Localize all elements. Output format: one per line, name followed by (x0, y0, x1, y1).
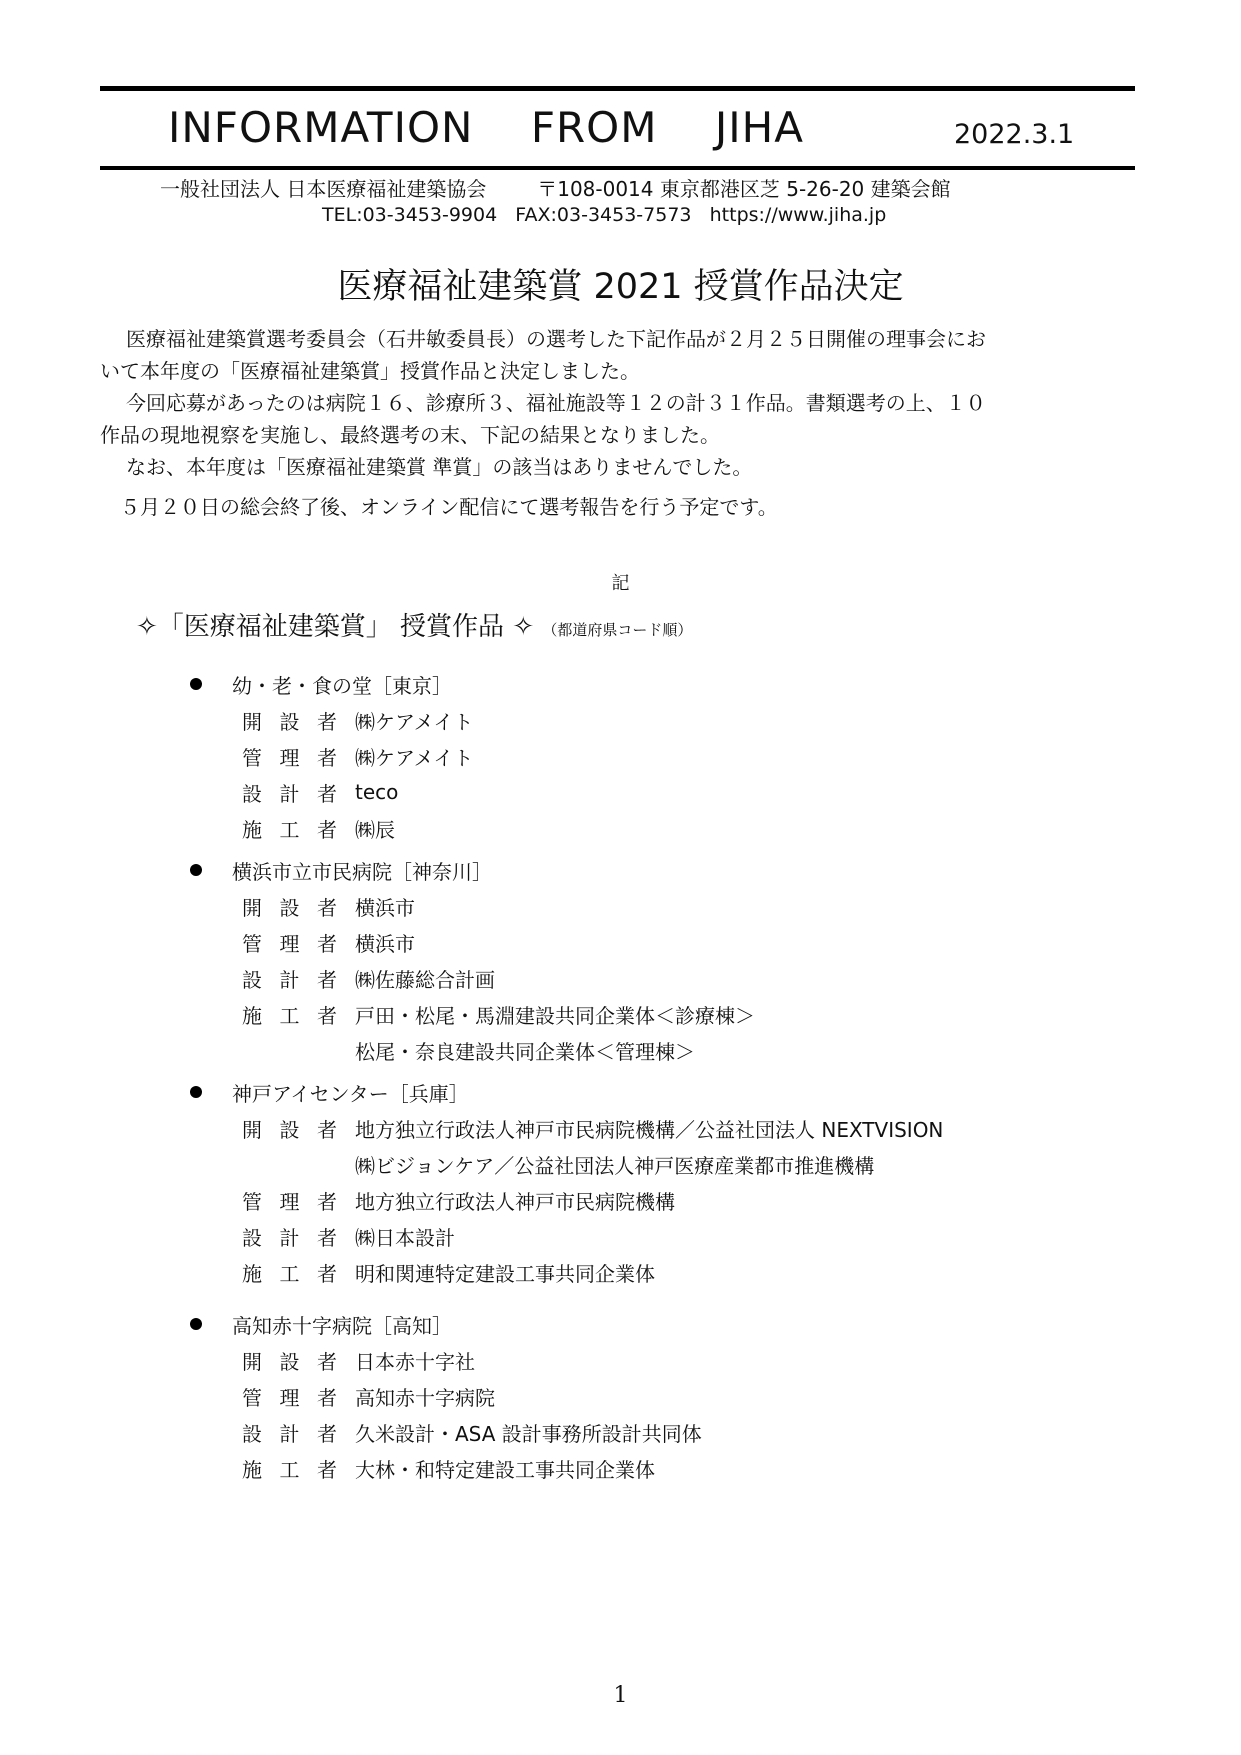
intro-body (100, 323, 1130, 523)
role-value: ㈱ケアメイト (355, 745, 474, 770)
role-label: 開 設 者 (242, 1117, 337, 1142)
role-owner (190, 888, 1090, 924)
intro-paragraph-1b: いて本年度の「医療福祉建築賞」授賞作品と決定しました。 (100, 359, 640, 383)
role-value: 地方独立行政法人神戸市民病院機構 (355, 1189, 675, 1214)
role-value: 日本赤十字社 (355, 1349, 475, 1374)
role-label: 開 設 者 (242, 1349, 337, 1374)
entry-title: 横浜市立市民病院［神奈川］ (232, 859, 492, 884)
role-label: 施 工 者 (242, 1003, 337, 1028)
award-heading-note: （都道府県コード順） (542, 621, 693, 639)
role-owner-continued (190, 1146, 1090, 1182)
award-entry (190, 852, 1090, 1068)
masthead-bottom-rule (100, 166, 1135, 170)
role-label: 管 理 者 (242, 745, 337, 770)
role-label: 設 計 者 (242, 1421, 337, 1446)
intro-paragraph-2a: 今回応募があったのは病院１６、診療所３、福祉施設等１２の計３１作品。書類選考の上、１０ (126, 391, 986, 415)
role-label: 施 工 者 (242, 1457, 337, 1482)
entry-title: 神戸アイセンター［兵庫］ (232, 1081, 469, 1106)
role-label: 管 理 者 (242, 1385, 337, 1410)
role-value: 松尾・奈良建設共同企業体＜管理棟＞ (355, 1039, 695, 1064)
role-value: 戸田・松尾・馬淵建設共同企業体＜診療棟＞ (355, 1003, 755, 1028)
role-label: 施 工 者 (242, 1261, 337, 1286)
role-manager (190, 924, 1090, 960)
role-value: ㈱辰 (355, 817, 395, 842)
masthead-date: 2022.3.1 (954, 119, 1075, 150)
award-entry (190, 1074, 1090, 1290)
role-builder (190, 810, 1090, 846)
role-value: 明和関連特定建設工事共同企業体 (355, 1261, 655, 1286)
role-label: 設 計 者 (242, 1225, 337, 1250)
role-label: 管 理 者 (242, 1189, 337, 1214)
bullet-icon (190, 864, 202, 876)
ki-mark: 記 (611, 573, 630, 594)
bullet-icon (190, 1086, 202, 1098)
intro-paragraph-4: ５月２０日の総会終了後、オンライン配信にて選考報告を行う予定です。 (120, 495, 778, 519)
award-heading (136, 606, 692, 643)
masthead-title: INFORMATION FROM JIHA (168, 103, 804, 152)
award-entries (190, 666, 1090, 1492)
role-value: ㈱ケアメイト (355, 709, 474, 734)
role-label: 設 計 者 (242, 781, 337, 806)
role-value: 横浜市 (355, 931, 415, 956)
award-entry (190, 666, 1090, 846)
role-value: ㈱ビジョンケア／公益社団法人神戸医療産業都市推進機構 (355, 1153, 875, 1178)
role-designer (190, 1218, 1090, 1254)
role-value: ㈱佐藤総合計画 (355, 967, 495, 992)
organization-contact: TEL:03-3453-9904 FAX:03-3453-7573 https://www.jiha.jp (322, 204, 887, 226)
role-manager (190, 738, 1090, 774)
bullet-icon (190, 1318, 202, 1330)
role-designer (190, 960, 1090, 996)
role-owner (190, 1110, 1090, 1146)
masthead-top-rule (100, 86, 1135, 91)
entry-title: 幼・老・食の堂［東京］ (232, 673, 452, 698)
role-manager (190, 1182, 1090, 1218)
bullet-icon (190, 678, 202, 690)
role-value: teco (355, 780, 399, 804)
role-value: 久米設計・ASA 設計事務所設計共同体 (355, 1421, 702, 1446)
role-owner (190, 1342, 1090, 1378)
role-label: 施 工 者 (242, 817, 337, 842)
page-number: 1 (613, 1683, 628, 1708)
organization-address: 一般社団法人 日本医療福祉建築協会 〒108-0014 東京都港区芝 5-26-20 建築会館 (160, 177, 951, 201)
role-label: 開 設 者 (242, 709, 337, 734)
role-builder (190, 1254, 1090, 1290)
role-value: 地方独立行政法人神戸市民病院機構／公益社団法人 NEXTVISION (355, 1117, 944, 1142)
role-owner (190, 702, 1090, 738)
intro-paragraph-1a: 医療福祉建築賞選考委員会（石井敏委員長）の選考した下記作品が２月２５日開催の理事会にお (126, 327, 986, 351)
role-designer (190, 774, 1090, 810)
role-builder (190, 1450, 1090, 1486)
role-designer (190, 1414, 1090, 1450)
intro-paragraph-2b: 作品の現地視察を実施し、最終選考の末、下記の結果となりました。 (100, 423, 720, 447)
intro-paragraph-3: なお、本年度は「医療福祉建築賞 準賞」の該当はありませんでした。 (126, 455, 753, 479)
document-title: 医療福祉建築賞 2021 授賞作品決定 (337, 267, 904, 307)
entry-title: 高知赤十字病院［高知］ (232, 1313, 452, 1338)
role-value: 大林・和特定建設工事共同企業体 (355, 1457, 655, 1482)
role-builder (190, 996, 1090, 1032)
role-value: 横浜市 (355, 895, 415, 920)
role-value: ㈱日本設計 (355, 1225, 455, 1250)
role-label: 設 計 者 (242, 967, 337, 992)
role-label: 開 設 者 (242, 895, 337, 920)
award-entry (190, 1306, 1090, 1486)
role-label: 管 理 者 (242, 931, 337, 956)
role-manager (190, 1378, 1090, 1414)
role-builder-continued (190, 1032, 1090, 1068)
award-heading-main: ✧「医療福祉建築賞」 授賞作品 ✧ (136, 612, 543, 642)
role-value: 高知赤十字病院 (355, 1385, 495, 1410)
